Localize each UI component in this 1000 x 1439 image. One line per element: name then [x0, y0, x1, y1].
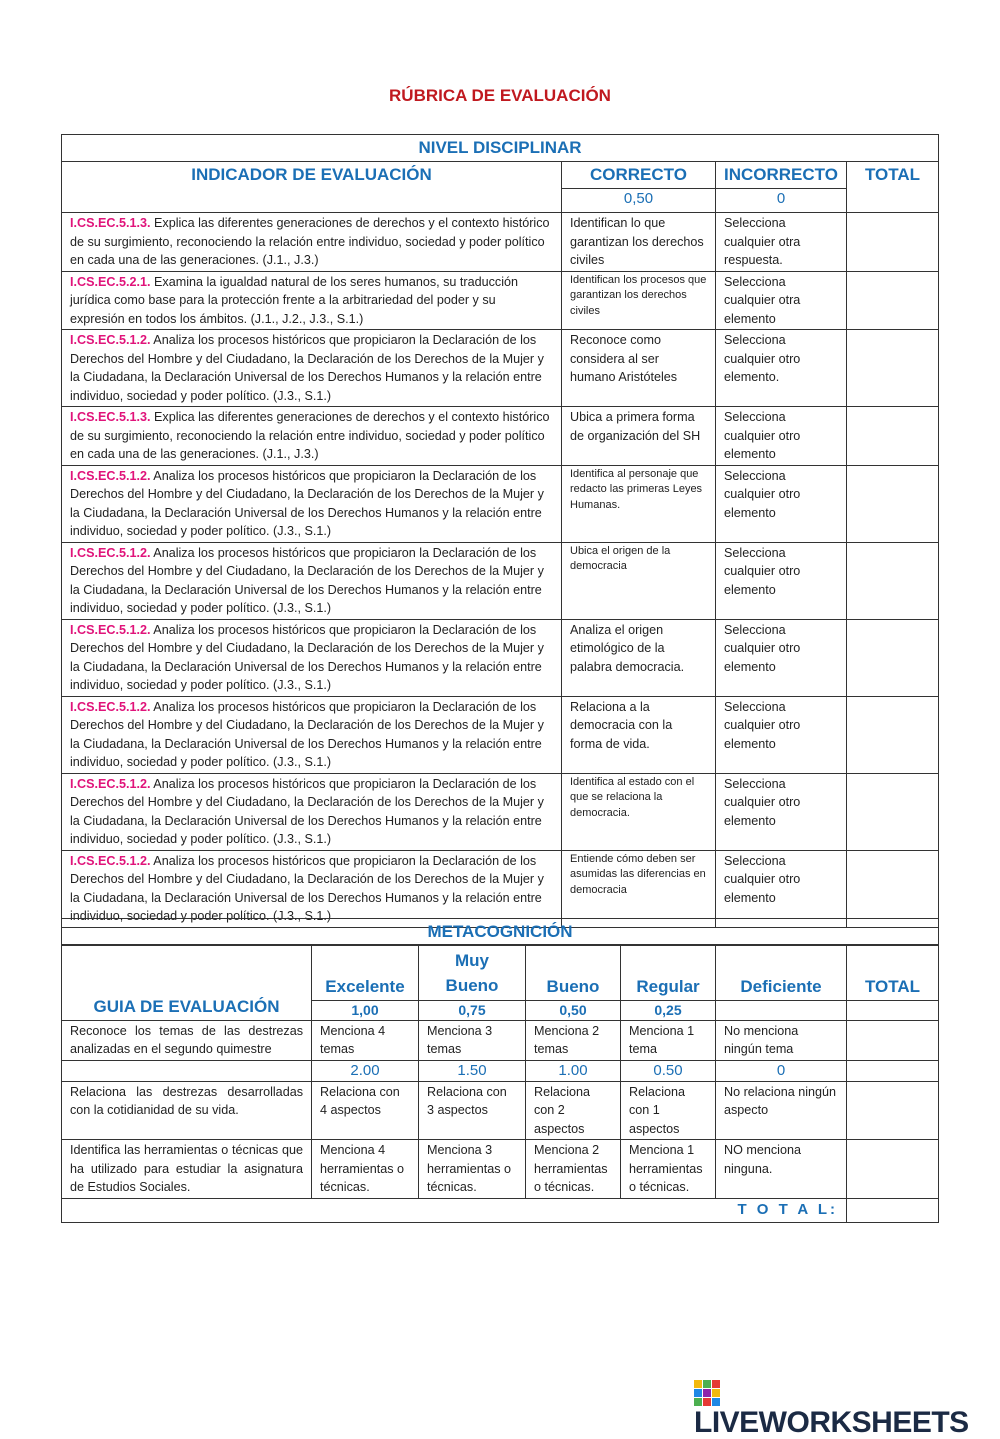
disciplinar-table	[61, 134, 939, 945]
indicator-code: I.CS.EC.5.2.1.	[70, 274, 151, 289]
indicator-cell	[62, 465, 562, 542]
score2: 1.00	[526, 1060, 621, 1081]
score2: 0	[716, 1060, 847, 1081]
table-row	[62, 330, 939, 407]
incorrect-cell: Selecciona cualquier otro elemento	[716, 465, 847, 542]
correct-cell: Relaciona a la democracia con la forma de vida.	[562, 696, 716, 773]
indicator-cell	[62, 330, 562, 407]
col-incorrecto: INCORRECTO	[716, 162, 847, 189]
score2: 1.50	[419, 1060, 526, 1081]
indicator-code: I.CS.EC.5.1.2.	[70, 699, 151, 714]
score-incorrecto: 0	[716, 189, 847, 213]
correct-cell: Identifica al personaje que redacto las primeras Leyes Humanas.	[562, 465, 716, 542]
empty-cell	[62, 1060, 312, 1081]
total-cell[interactable]	[847, 1081, 939, 1140]
incorrect-cell: Selecciona cualquier otro elemento.	[716, 330, 847, 407]
indicator-text: Analiza los procesos históricos que propiciaron la Declaración de los Derechos del Hombre y del Ciudadano, la Declaración de los Derechos de la Mujer y la Ciudadana, la Declaración Universal de los Derechos Humanos y la relación entre individuo, sociedad y poder político. (J.3., S.1.)	[70, 699, 544, 769]
col-indicador: INDICADOR DE EVALUACIÓN	[62, 162, 562, 213]
cell: Menciona 1 herramientas o técnicas.	[621, 1140, 716, 1199]
incorrect-cell: Selecciona cualquier otro elemento	[716, 850, 847, 927]
total-label: T O T A L:	[62, 1198, 847, 1222]
indicator-code: I.CS.EC.5.1.3.	[70, 216, 151, 230]
indicator-text: Examina la igualdad natural de los seres humanos, su traducción jurídica como base para la protección frente a la arbitrariedad del poder y su expresión en todos los ámbitos. (J.1., J.2., J.3., S.1.)	[70, 274, 519, 326]
total-cell[interactable]	[847, 330, 939, 407]
indicator-cell	[62, 696, 562, 773]
indicator-code: I.CS.EC.5.1.2.	[70, 776, 151, 791]
incorrect-cell: Selecciona cualquier otro elemento	[716, 619, 847, 696]
cell: Menciona 3 temas	[419, 1020, 526, 1060]
table-row	[62, 271, 939, 330]
cell: Relaciona con 4 aspectos	[312, 1081, 419, 1140]
liveworksheets-logo	[694, 1378, 994, 1439]
page-title: RÚBRICA DE EVALUACIÓN	[389, 86, 611, 105]
correct-cell: Identifica al estado con el que se relaciona la democracia.	[562, 773, 716, 850]
cell: Relaciona con 1 aspectos	[621, 1081, 716, 1140]
indicator-cell	[62, 213, 562, 272]
indicator-text: Analiza los procesos históricos que propiciaron la Declaración de los Derechos del Hombre y del Ciudadano, la Declaración de los Derechos de la Mujer y la Ciudadana, la Declaración Universal de los Derechos Humanos y la relación entre individuo, sociedad y poder político. (J.3., S.1.)	[70, 333, 544, 403]
table-row	[62, 619, 939, 696]
correct-cell: Identifican lo que garantizan los derechos civiles	[562, 213, 716, 272]
indicator-text: Explica las diferentes generaciones de derechos y el contexto histórico de su surgimiento, reconociendo la relación entre individuo, sociedad y poder político en cada una de las generaciones. (J.1., J.3.)	[70, 216, 550, 267]
indicator-cell	[62, 271, 562, 330]
cell: Menciona 4 temas	[312, 1020, 419, 1060]
correct-cell: Reconoce como considera al ser humano Aristóteles	[562, 330, 716, 407]
score-correcto: 0,50	[562, 189, 716, 213]
col-muy-bueno-label: Bueno	[445, 975, 499, 995]
total-cell[interactable]	[847, 1020, 939, 1060]
indicator-text: Explica las diferentes generaciones de derechos y el contexto histórico de su surgimiento, reconociendo la relación entre individuo, sociedad y poder político en cada una de las generaciones. (J.1., J.3.)	[70, 410, 550, 461]
table-row	[62, 696, 939, 773]
total-cell[interactable]	[847, 407, 939, 466]
indicator-cell	[62, 773, 562, 850]
total-cell[interactable]	[847, 213, 939, 272]
indicator-code: I.CS.EC.5.1.2.	[70, 468, 151, 483]
table-row	[62, 542, 939, 619]
table-row	[62, 213, 939, 272]
col-muy-bueno	[419, 945, 526, 1000]
indicator-text: Analiza los procesos históricos que propiciaron la Declaración de los Derechos del Hombre y del Ciudadano, la Declaración de los Derechos de la Mujer y la Ciudadana, la Declaración Universal de los Derechos Humanos y la relación entre individuo, sociedad y poder político. (J.3., S.1.)	[70, 468, 544, 538]
guide-row-3: Identifica las herramientas o técnicas que ha utilizado para estudiar la asignatura de Estudios Sociales.	[62, 1140, 312, 1199]
score-bueno: 0,50	[526, 1000, 621, 1020]
liveworksheets-logo-icon	[694, 1380, 720, 1406]
indicator-text: Analiza los procesos históricos que propiciaron la Declaración de los Derechos del Hombre y del Ciudadano, la Declaración de los Derechos de la Mujer y la Ciudadana, la Declaración Universal de los Derechos Humanos y la relación entre individuo, sociedad y poder político. (J.3., S.1.)	[70, 776, 544, 846]
score2: 0.50	[621, 1060, 716, 1081]
col-correcto: CORRECTO	[562, 162, 716, 189]
col-guia: GUIA DE EVALUACIÓN	[62, 945, 312, 1020]
incorrect-cell: Selecciona cualquier otro elemento	[716, 773, 847, 850]
score-excelente: 1,00	[312, 1000, 419, 1020]
total-cell[interactable]	[847, 773, 939, 850]
incorrect-cell: Selecciona cualquier otra elemento	[716, 271, 847, 330]
nivel-disciplinar-heading: NIVEL DISCIPLINAR	[62, 135, 939, 162]
indicator-cell	[62, 542, 562, 619]
col-excelente: Excelente	[312, 945, 419, 1000]
incorrect-cell: Selecciona cualquier otro elemento	[716, 542, 847, 619]
col-regular: Regular	[621, 945, 716, 1000]
total-cell[interactable]	[847, 1140, 939, 1199]
cell: Menciona 2 herramientas o técnicas.	[526, 1140, 621, 1199]
cell: Relaciona con 2 aspectos	[526, 1081, 621, 1140]
score-total-empty	[847, 1000, 939, 1020]
metacognicion-table	[61, 916, 939, 1223]
table-row	[62, 465, 939, 542]
score-deficiente-empty	[716, 1000, 847, 1020]
indicator-code: I.CS.EC.5.1.2.	[70, 333, 151, 347]
indicator-cell	[62, 619, 562, 696]
correct-cell: Identifican los procesos que garantizan los derechos civiles	[562, 271, 716, 330]
indicator-code: I.CS.EC.5.1.2.	[70, 545, 151, 560]
indicator-code: I.CS.EC.5.1.3.	[70, 410, 151, 424]
total-cell[interactable]	[847, 542, 939, 619]
grand-total-cell[interactable]	[847, 1198, 939, 1222]
col-total-meta: TOTAL	[847, 945, 939, 1000]
correct-cell: Analiza el origen etimológico de la palabra democracia.	[562, 619, 716, 696]
indicator-cell	[62, 407, 562, 466]
cell: NO menciona ninguna.	[716, 1140, 847, 1199]
incorrect-cell: Selecciona cualquier otro elemento	[716, 696, 847, 773]
indicator-text: Analiza los procesos históricos que propiciaron la Declaración de los Derechos del Hombre y del Ciudadano, la Declaración de los Derechos de la Mujer y la Ciudadana, la Declaración Universal de los Derechos Humanos y la relación entre individuo, sociedad y poder político. (J.3., S.1.)	[70, 622, 544, 692]
empty-cell	[847, 1060, 939, 1081]
total-cell[interactable]	[847, 619, 939, 696]
cell: Menciona 2 temas	[526, 1020, 621, 1060]
table-row	[62, 773, 939, 850]
cell: Menciona 1 tema	[621, 1020, 716, 1060]
indicator-code: I.CS.EC.5.1.2.	[70, 853, 151, 868]
indicator-text: Analiza los procesos históricos que propiciaron la Declaración de los Derechos del Hombre y del Ciudadano, la Declaración de los Derechos de la Mujer y la Ciudadana, la Declaración Universal de los Derechos Humanos y la relación entre individuo, sociedad y poder político. (J.3., S.1.)	[70, 545, 544, 615]
metacognicion-heading: METACOGNICIÓN	[62, 918, 939, 945]
total-cell[interactable]	[847, 465, 939, 542]
guide-row-1: Reconoce los temas de las destrezas analizadas en el segundo quimestre	[62, 1020, 312, 1060]
correct-cell: Entiende cómo deben ser asumidas las diferencias en democracia	[562, 850, 716, 927]
score-regular: 0,25	[621, 1000, 716, 1020]
correct-cell: Ubica el origen de la democracia	[562, 542, 716, 619]
cell: Menciona 3 herramientas o técnicas.	[419, 1140, 526, 1199]
incorrect-cell: Selecciona cualquier otro elemento	[716, 407, 847, 466]
incorrect-cell: Selecciona cualquier otra respuesta.	[716, 213, 847, 272]
col-bueno: Bueno	[526, 945, 621, 1000]
table-row	[62, 407, 939, 466]
score-muy-bueno: 0,75	[419, 1000, 526, 1020]
indicator-text: Analiza los procesos históricos que propiciaron la Declaración de los Derechos del Hombre y del Ciudadano, la Declaración de los Derechos de la Mujer y la Ciudadana, la Declaración Universal de los Derechos Humanos y la relación entre individuo, sociedad y poder político. (J.3., S.1.)	[70, 853, 544, 923]
cell: No relaciona ningún aspecto	[716, 1081, 847, 1140]
cell: No menciona ningún tema	[716, 1020, 847, 1060]
col-muy: Muy	[455, 950, 489, 970]
indicator-code: I.CS.EC.5.1.2.	[70, 622, 151, 637]
cell: Relaciona con 3 aspectos	[419, 1081, 526, 1140]
correct-cell: Ubica a primera forma de organización del SH	[562, 407, 716, 466]
total-cell[interactable]	[847, 271, 939, 330]
cell: Menciona 4 herramientas o técnicas.	[312, 1140, 419, 1199]
liveworksheets-brand: LIVEWORKSHEETS	[694, 1406, 969, 1439]
col-deficiente: Deficiente	[716, 945, 847, 1000]
score2: 2.00	[312, 1060, 419, 1081]
col-total: TOTAL	[847, 162, 939, 213]
total-cell[interactable]	[847, 696, 939, 773]
guide-row-2: Relaciona las destrezas desarrolladas con la cotidianidad de su vida.	[62, 1081, 312, 1140]
